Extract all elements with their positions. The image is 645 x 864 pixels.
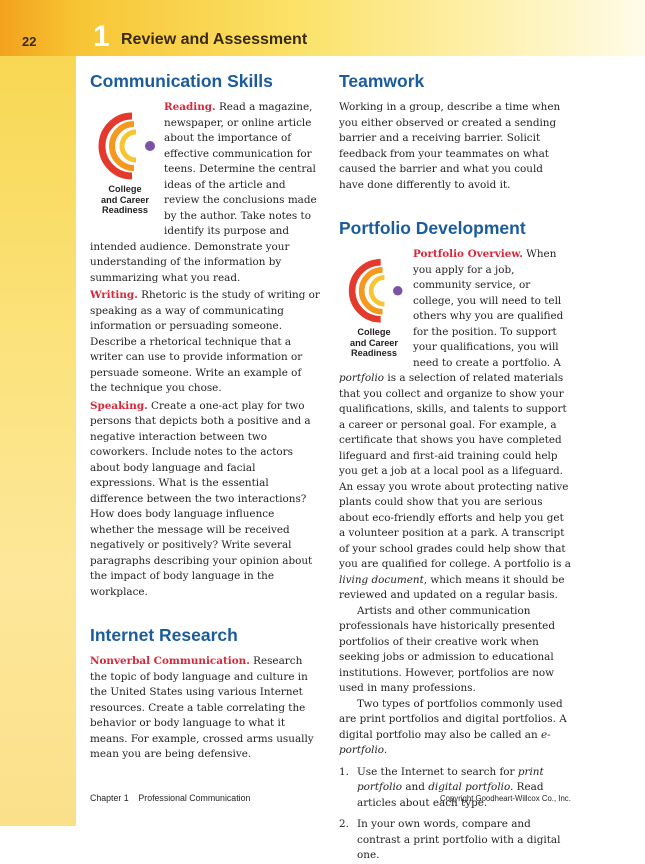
right-column [339,70,571,864]
communication-skills-heading: Communication Skills [90,71,273,91]
college-career-readiness-badge-2 [339,249,409,369]
footer-chapter: Chapter 1 Professional Communication [90,793,251,803]
portfolio-paragraph-2: Artists and other communication professionals have historically presented portfolios of their creative work when seeking jobs or admission to educational institutions. However, portfolios are now used in many professions. [339,604,555,694]
writing-paragraph: Writing. Rhetoric is the study of writing or speaking as a way of communicating information or persuading someone. Describe a rhetorical technique that a writer can use to provide information or persuade someone. Write an example of the technique you chose. [90,289,320,394]
college-career-readiness-badge [90,102,160,228]
chapter-number: 1 [93,20,110,53]
internet-research-heading: Internet Research [90,625,238,645]
list-item: 2. In your own words, compare and contrast a print portfolio with a digital one. [339,818,561,861]
internet-research-paragraph: Nonverbal Communication. Research the topic of body language and culture in the United States using various Internet resources. Create a table correlating the behavior or body language to what it means. For example, crossed arms usually mean you are being defensive. [90,655,314,760]
reading-paragraph: Reading. Read a magazine, newspaper, or online article about the importance of effective communication for teens. Determine the central ideas of the article and review the conclusions made by the author. Take notes to identify its purpose and intended audience. Demonstrate your understanding of the information by summarizing what you read. [90,101,317,284]
portfolio-overview-paragraph: Portfolio Overview. When you apply for a job, community service, or college, you will need to tell others why you are qualified for the position. To support your qualifications, you will need to create a portfolio. A portfolio is a selection of related materials that you collect and organize to show your qualifications, skills, and talents to support a career or personal goal. For example, a certificate that shows you have completed lifeguard and first-aid training could help you get a job at a local pool as a lifeguard. An essay you wrote about protecting native plants could show that you are serious about eco-friendly efforts and help you get a volunteer position at a park. A transcript of your school grades could help show that you are qualified for college. A portfolio is a living document, which means it should be reviewed and updated on a regular basis. [339,248,571,601]
term-portfolio: portfolio [339,372,385,384]
portfolio-paragraph-3: Two types of portfolios commonly used are print portfolios and digital portfolios. A digital portfolio may also be called an e-portfolio. [339,697,567,756]
teamwork-paragraph: Working in a group, describe a time when you either observed or created a sending barrier and a receiving barrier. Solicit feedback from your teammates on what caused the barrier and what you could have done differently to avoid it. [339,101,561,191]
portfolio-overview-label: Portfolio Overview. [413,248,523,260]
writing-label: Writing. [90,289,138,301]
reading-label: Reading. [164,101,216,113]
footer-copyright: Copyright Goodheart-Willcox Co., Inc. [440,794,571,803]
left-column [90,70,320,763]
nonverbal-label: Nonverbal Communication. [90,655,250,667]
badge-label: College and Career Readiness [100,184,149,215]
teamwork-heading: Teamwork [339,71,425,91]
speaking-paragraph: Speaking. Create a one-act play for two persons that depicts both a positive and a negative interaction between two coworkers. Include notes to the actors about body language and facial expressions. What is the essential difference between the two interactions? How does body language influence whether the message will be received negatively or positively? Write several paragraphs describing your opinion about the impact of body language in the workplace. [90,399,313,598]
portfolio-heading: Portfolio Development [339,218,526,238]
page-number: 22 [22,34,37,49]
header-title: Review and Assessment [121,31,308,48]
term-eportfolio: e-portfolio. [339,728,551,756]
side-strip [0,0,76,826]
speaking-label: Speaking. [90,399,148,412]
list-item: 1. Use the Internet to search for print portfolio and digital portfolio. Read articles about each type. [339,765,544,809]
readiness-arcs-icon [90,102,160,182]
badge-label: College and Career Readiness [349,327,398,358]
readiness-arcs-icon [339,249,409,325]
portfolio-steps [339,765,571,864]
term-living-document: living document [339,573,424,586]
